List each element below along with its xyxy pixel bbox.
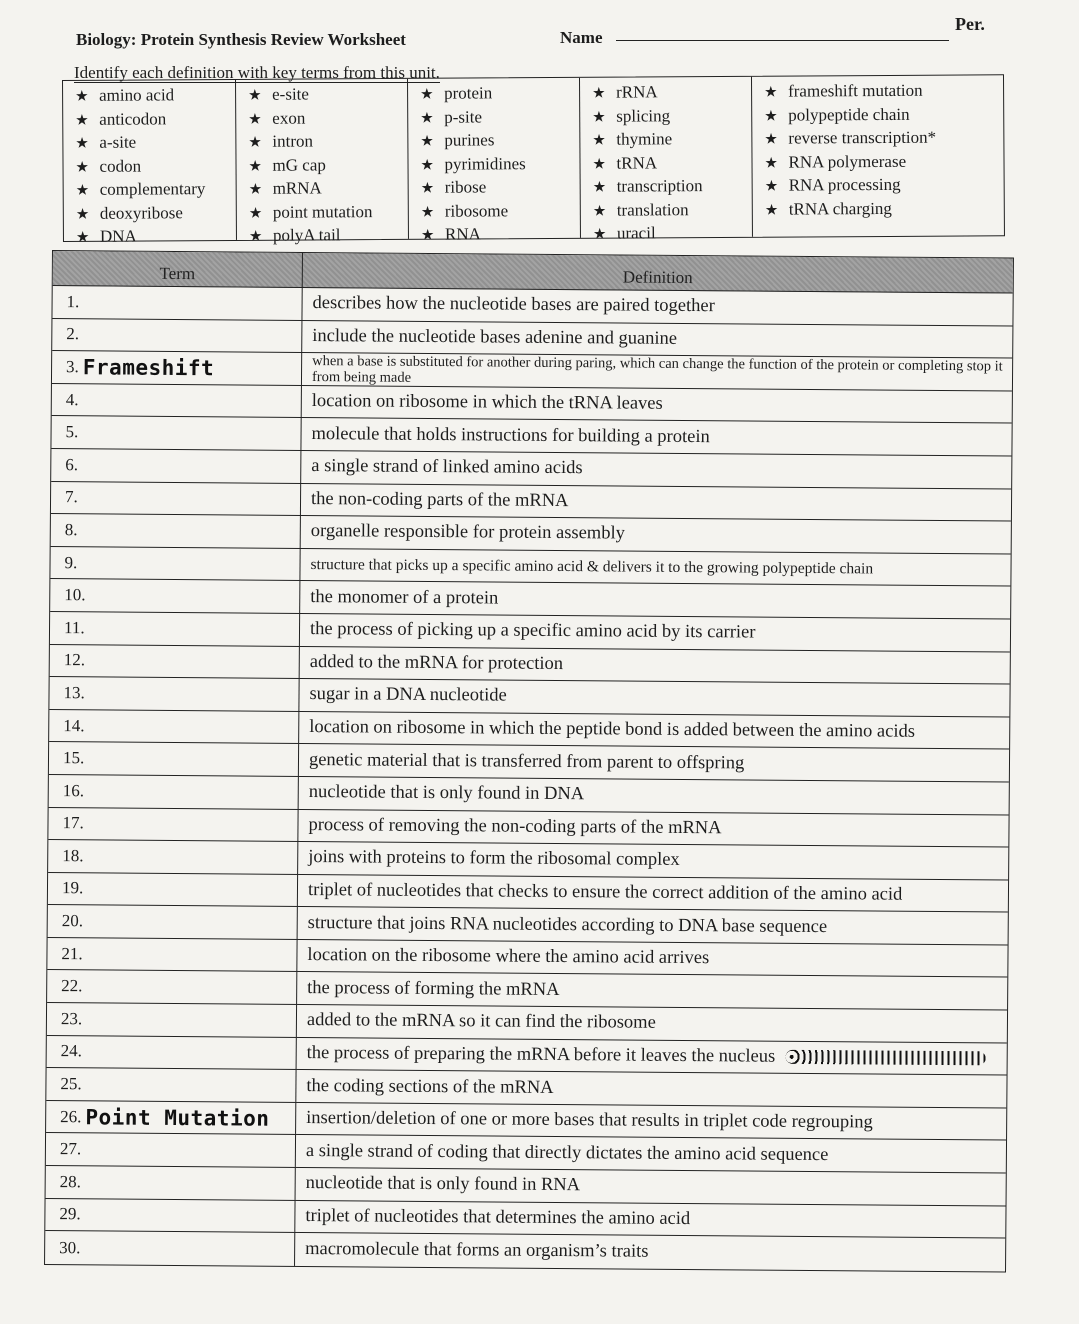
definition-text: location on ribosome in which the tRNA leaves: [311, 391, 663, 414]
key-term-item: [764, 79, 997, 104]
star-icon: ★: [592, 156, 607, 173]
row-number: 17.: [62, 813, 84, 833]
definition-cell: [298, 907, 1008, 944]
definition-text: macromolecule that forms an organism’s traits: [305, 1239, 649, 1262]
scribble-mark: [785, 1050, 985, 1066]
key-term-label: mG cap: [272, 154, 326, 175]
term-cell[interactable]: [46, 1101, 296, 1135]
star-icon: ★: [764, 84, 778, 101]
definition-cell: [300, 549, 1010, 586]
definition-text: nucleotide that is only found in DNA: [308, 782, 585, 805]
row-number: 24.: [60, 1041, 83, 1061]
definition-text: structure that joins RNA nucleotides according to DNA base sequence: [307, 912, 828, 937]
term-cell[interactable]: [47, 1003, 297, 1037]
key-term-item: [420, 152, 575, 176]
term-cell[interactable]: [52, 384, 302, 418]
key-term-label: RNA: [444, 224, 481, 244]
term-cell[interactable]: [48, 873, 298, 907]
definition-cell: [300, 646, 1010, 683]
definition-column-header: Definition: [622, 267, 693, 288]
key-term-label: mRNA: [272, 178, 322, 198]
definition-text: a single strand of coding that directly dictates the amino acid sequence: [305, 1140, 829, 1165]
definition-cell: [299, 679, 1009, 716]
term-cell[interactable]: [49, 775, 299, 809]
term-cell[interactable]: [48, 840, 298, 874]
key-term-label: point mutation: [272, 201, 373, 222]
star-icon: ★: [248, 181, 263, 198]
term-cell[interactable]: [52, 351, 302, 385]
definition-text: structure that picks up a specific amino acid & delivers it to the growing polypeptide chain: [310, 555, 874, 578]
key-term-item: [764, 126, 997, 151]
key-term-item: [76, 225, 232, 249]
term-cell[interactable]: [49, 677, 299, 711]
star-icon: ★: [420, 86, 434, 103]
term-cell[interactable]: [49, 742, 299, 776]
name-blank-line[interactable]: [616, 40, 949, 41]
star-icon: ★: [592, 203, 607, 220]
key-term-label: pyrimidines: [444, 153, 526, 174]
row-number: 30.: [59, 1237, 81, 1257]
star-icon: ★: [764, 131, 778, 148]
key-term-item: [248, 153, 403, 177]
key-term-item: [420, 129, 575, 153]
star-icon: ★: [248, 87, 262, 104]
definition-cell: [295, 1233, 1005, 1271]
definition-text: a single strand of linked amino acids: [311, 456, 583, 479]
row-number: 29.: [59, 1204, 81, 1224]
key-term-label: purines: [444, 130, 495, 150]
key-term-label: splicing: [616, 105, 671, 126]
definition-cell: [298, 875, 1008, 912]
star-icon: ★: [248, 134, 262, 151]
name-label: Name: [560, 28, 603, 47]
definition-text: sugar in a DNA nucleotide: [309, 684, 507, 707]
handwritten-answer: Frameshift: [82, 355, 215, 381]
term-cell[interactable]: [46, 1166, 296, 1200]
definition-text: the process of preparing the mRNA before it leaves the nucleus: [306, 1042, 776, 1067]
term-cell[interactable]: [45, 1199, 295, 1233]
row-number: 2.: [66, 324, 80, 344]
key-term-label: codon: [99, 156, 142, 176]
row-number: 28.: [59, 1171, 82, 1192]
row-number: 20.: [61, 911, 84, 931]
key-term-label: e-site: [272, 84, 309, 104]
key-term-label: p-site: [444, 106, 483, 127]
definition-text: molecule that holds instructions for building a protein: [311, 423, 710, 447]
key-term-item: [421, 176, 576, 200]
definition-cell: [299, 777, 1009, 814]
star-icon: ★: [75, 182, 90, 199]
key-term-item: [248, 83, 403, 107]
definition-cell: [302, 386, 1012, 423]
definition-text: genetic material that is transferred from parent to offspring: [308, 749, 745, 774]
key-term-item: [248, 106, 403, 130]
definition-cell: [298, 809, 1008, 846]
key-term-item: [593, 198, 748, 222]
key-terms-column: [407, 78, 580, 244]
definition-cell: [302, 321, 1012, 358]
term-cell[interactable]: [47, 938, 297, 972]
definition-text: insertion/deletion of one or more bases that results in triplet code regrouping: [306, 1108, 873, 1133]
term-cell[interactable]: [51, 449, 301, 483]
definition-cell: [296, 1168, 1006, 1205]
row-number: 23.: [60, 1008, 83, 1029]
definition-text: include the nucleotide bases adenine and guanine: [312, 325, 678, 349]
star-icon: ★: [248, 228, 263, 245]
term-cell[interactable]: [46, 1068, 296, 1102]
key-term-label: uracil: [616, 223, 656, 243]
definition-cell: [301, 516, 1011, 553]
definition-text: location on the ribosome where the amino acid arrives: [307, 945, 710, 969]
key-term-label: polyA tail: [272, 225, 341, 245]
definition-cell: [297, 972, 1007, 1009]
star-icon: ★: [420, 157, 435, 174]
key-term-item: [75, 131, 231, 155]
instructions-text: Identify each definition with key terms from this unit.: [74, 63, 440, 82]
star-icon: ★: [764, 155, 779, 172]
definition-cell: [299, 712, 1009, 749]
star-icon: ★: [75, 206, 90, 223]
star-icon: ★: [420, 180, 435, 197]
definition-cell: [301, 484, 1011, 521]
key-term-item: [592, 151, 747, 175]
row-number: 16.: [62, 780, 85, 800]
key-term-label: translation: [616, 199, 689, 220]
row-number: 15.: [62, 748, 85, 768]
key-term-label: anticodon: [99, 108, 167, 129]
term-cell[interactable]: [51, 482, 301, 516]
definition-text: the coding sections of the mRNA: [306, 1075, 554, 1098]
key-term-item: [765, 197, 998, 222]
key-term-item: [592, 104, 747, 128]
star-icon: ★: [248, 111, 262, 128]
key-term-label: RNA processing: [788, 174, 901, 195]
term-cell[interactable]: [47, 970, 297, 1004]
definitions-table: [44, 250, 1014, 1272]
star-icon: ★: [592, 132, 606, 149]
key-term-item: [592, 81, 747, 105]
star-icon: ★: [75, 88, 89, 105]
star-icon: ★: [592, 85, 606, 102]
star-icon: ★: [420, 227, 435, 244]
star-icon: ★: [420, 204, 435, 221]
term-cell[interactable]: [50, 547, 300, 581]
definition-cell: [297, 1005, 1007, 1042]
row-number: 18.: [62, 845, 84, 866]
star-icon: ★: [764, 202, 779, 219]
row-number: 4.: [65, 389, 79, 409]
key-term-label: ribosome: [444, 200, 509, 221]
row-number: 7.: [64, 487, 78, 507]
definition-cell: [295, 1201, 1005, 1238]
row-number: 5.: [65, 422, 79, 442]
definition-text: triplet of nucleotides that checks to ensure the correct addition of the amino acid: [307, 880, 903, 905]
row-number: 26.: [60, 1106, 82, 1126]
key-term-label: rRNA: [616, 82, 658, 102]
definition-text: added to the mRNA so it can find the ribosome: [306, 1010, 656, 1034]
handwritten-answer: Point Mutation: [85, 1104, 270, 1131]
term-cell[interactable]: [49, 710, 299, 744]
key-term-label: protein: [444, 83, 493, 103]
term-cell[interactable]: [52, 319, 302, 353]
key-term-label: DNA: [99, 226, 137, 246]
key-term-item: [249, 177, 404, 201]
definition-cell: [302, 353, 1012, 390]
key-term-item: [421, 199, 576, 223]
key-term-item: [420, 105, 575, 129]
key-term-item: [75, 107, 231, 131]
star-icon: ★: [248, 158, 263, 175]
key-term-label: polypeptide chain: [788, 104, 910, 125]
table-row: [45, 1231, 1005, 1271]
star-icon: ★: [764, 108, 778, 125]
term-cell[interactable]: [50, 612, 300, 646]
term-cell[interactable]: [48, 807, 298, 841]
definition-text: the non-coding parts of the mRNA: [310, 488, 569, 511]
row-number: 6.: [65, 454, 79, 474]
key-term-label: a-site: [99, 132, 137, 152]
key-term-item: [593, 222, 748, 246]
star-icon: ★: [592, 109, 606, 126]
key-term-label: reverse transcription*: [788, 127, 937, 148]
key-term-label: transcription: [616, 176, 703, 196]
key-term-label: thymine: [616, 129, 673, 149]
star-icon: ★: [420, 110, 434, 127]
definition-text: location on ribosome in which the peptide bond is added between the amino acids: [309, 717, 916, 742]
term-cell[interactable]: [47, 1036, 297, 1070]
key-term-item: [764, 103, 997, 128]
star-icon: ★: [420, 133, 434, 150]
row-number: 9.: [64, 552, 78, 572]
row-number: 22.: [61, 976, 83, 996]
row-number: 21.: [61, 943, 83, 963]
row-number: 12.: [63, 650, 86, 670]
definition-cell: [298, 842, 1008, 879]
row-number: 19.: [61, 878, 84, 898]
term-column-header: Term: [53, 251, 303, 287]
definition-text: process of removing the non-coding parts of the mRNA: [308, 814, 722, 839]
term-cell[interactable]: [46, 1133, 296, 1167]
definition-cell: [296, 1135, 1006, 1172]
key-term-item: [249, 224, 404, 248]
definition-text: nucleotide that is only found in RNA: [305, 1173, 581, 1196]
star-icon: ★: [75, 135, 89, 152]
row-number: 8.: [64, 520, 78, 540]
key-term-item: [75, 84, 231, 108]
key-term-item: [75, 154, 231, 178]
definition-cell: [301, 418, 1011, 455]
row-number: 10.: [64, 585, 86, 605]
key-term-label: intron: [272, 131, 314, 151]
row-number: 11.: [63, 617, 85, 638]
definition-text: the monomer of a protein: [310, 586, 499, 609]
key-terms-column: [579, 77, 752, 243]
key-terms-column: [63, 80, 236, 246]
row-number: 25.: [60, 1074, 82, 1094]
key-term-label: frameshift mutation: [788, 80, 923, 101]
definition-cell: [299, 744, 1009, 781]
row-number: 3.: [66, 357, 79, 377]
definition-text: when a base is substituted for another during paring, which can change the function of the protein or completing stop it from being made: [311, 353, 1003, 386]
key-term-label: complementary: [99, 179, 206, 199]
definition-cell: [301, 451, 1011, 488]
row-number: 13.: [63, 683, 85, 703]
key-term-item: [248, 130, 403, 154]
star-icon: ★: [248, 205, 263, 222]
definition-cell: [300, 614, 1010, 651]
definition-text: organelle responsible for protein assembly: [310, 521, 625, 544]
definition-text: added to the mRNA for protection: [309, 651, 564, 674]
key-term-item: [765, 173, 998, 198]
definition-text: describes how the nucleotide bases are paired together: [312, 293, 715, 317]
definition-cell: [302, 288, 1012, 325]
key-term-label: amino acid: [99, 85, 175, 105]
key-term-label: ribose: [444, 177, 487, 197]
term-cell[interactable]: [45, 1231, 295, 1266]
key-terms-column: [235, 79, 408, 245]
definition-text: triplet of nucleotides that determines the amino acid: [305, 1205, 691, 1229]
definition-text: joins with proteins to form the ribosomal complex: [308, 847, 680, 871]
definition-cell: [296, 1103, 1006, 1140]
worksheet-title: Biology: Protein Synthesis Review Worksheet: [76, 30, 406, 49]
key-terms-column: [751, 75, 1002, 237]
star-icon: ★: [75, 159, 90, 176]
key-term-item: [764, 150, 997, 175]
key-term-label: tRNA: [616, 152, 658, 173]
definition-cell: [297, 940, 1007, 977]
key-term-item: [593, 175, 748, 199]
term-cell[interactable]: [50, 579, 300, 613]
key-term-item: [421, 223, 576, 247]
key-term-item: [76, 178, 232, 202]
row-number: 27.: [59, 1139, 82, 1159]
term-cell[interactable]: [48, 905, 298, 939]
term-cell[interactable]: [50, 645, 300, 679]
key-term-item: [249, 200, 404, 224]
key-term-label: exon: [272, 108, 306, 128]
term-cell[interactable]: [52, 286, 302, 320]
key-term-label: RNA polymerase: [788, 151, 907, 172]
term-cell[interactable]: [51, 514, 301, 548]
star-icon: ★: [592, 226, 607, 243]
star-icon: ★: [75, 229, 90, 246]
definition-cell: [296, 1070, 1006, 1107]
key-term-label: deoxyribose: [99, 202, 183, 223]
key-term-item: [76, 201, 232, 225]
star-icon: ★: [764, 178, 779, 195]
definition-cell: [297, 1038, 1007, 1075]
key-term-item: [592, 128, 747, 152]
star-icon: ★: [592, 179, 607, 196]
period-label: Per.: [955, 14, 985, 34]
row-number: 14.: [63, 715, 85, 735]
key-term-label: tRNA charging: [788, 198, 892, 219]
definition-text: the process of forming the mRNA: [307, 977, 560, 1000]
key-terms-box: [62, 74, 1005, 246]
term-cell[interactable]: [51, 416, 301, 450]
star-icon: ★: [75, 112, 89, 129]
definition-text: the process of picking up a specific amino acid by its carrier: [309, 619, 756, 643]
definition-cell: [300, 581, 1010, 618]
key-term-item: [420, 82, 575, 106]
row-number: 1.: [66, 291, 80, 312]
